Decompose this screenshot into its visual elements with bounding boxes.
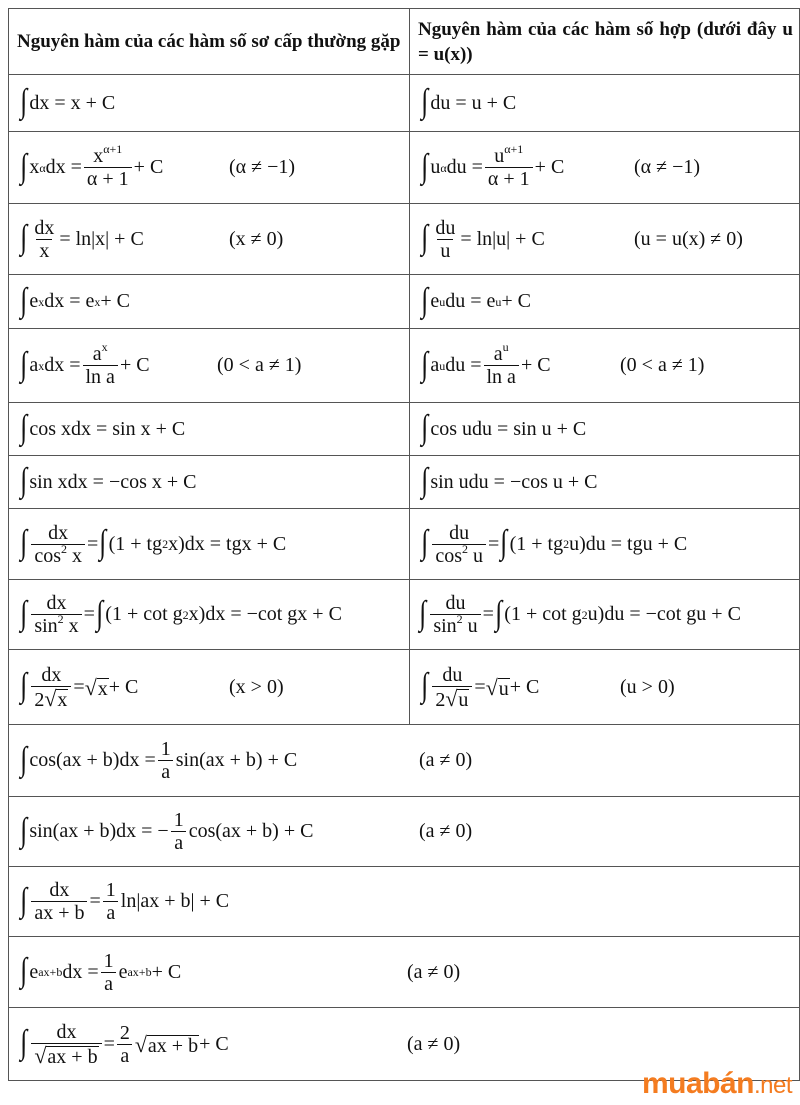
formula-right: ∫ sin udu = −cos u + C — [410, 456, 800, 509]
formula-right: ∫ du = u + C — [410, 75, 800, 132]
formula-left: ∫ $\frac{dx}{\cos^2 x}$ = ∫ (1 + tg 2 x)dx = tgx + C — [9, 509, 410, 580]
table-row — [9, 580, 800, 650]
table-header-row — [9, 9, 800, 75]
integral-table — [8, 8, 800, 1081]
table-row — [9, 867, 800, 937]
formula-wide: ∫ cos(ax + b)dx = $\frac{1}{a}$ sin(ax + b) + C (a ≠ 0) — [9, 725, 800, 797]
condition: (a ≠ 0) — [419, 820, 473, 842]
condition: (0 < a ≠ 1) — [620, 354, 705, 376]
formula-right: ∫ $\frac{du}{\sin^2 u}$ = ∫ (1 + cot g 2 u)du = −cot gu + C — [410, 580, 800, 650]
formula-right: ∫ u α du = $\frac{u^{\alpha+1}}{\alpha + 1}$ + C (α ≠ −1) — [410, 132, 800, 204]
table-row — [9, 456, 800, 509]
table-row — [9, 509, 800, 580]
formula-right: ∫ $\frac{du}{u}$ = ln|u| + C (u = u(x) ≠ 0) — [410, 204, 800, 275]
formula-wide: ∫ dx √ ax + b = $\frac{2}{a}$ √ ax + b + C (a ≠ 0) — [9, 1008, 800, 1081]
watermark-tld: .net — [753, 1072, 792, 1099]
formula-left: ∫ dx = x + C — [9, 75, 410, 132]
formula-left: ∫ cos xdx = sin x + C — [9, 403, 410, 456]
formula-left: ∫ $\frac{dx}{\sin^2 x}$ = ∫ (1 + cot g 2 x)dx = −cot gx + C — [9, 580, 410, 650]
formula-right: ∫ $\frac{du}{\cos^2 u}$ = ∫ (1 + tg 2 u)du = tgu + C — [410, 509, 800, 580]
condition: (x > 0) — [229, 675, 284, 698]
table-row — [9, 650, 800, 725]
formula-left: ∫ a x dx = $\frac{a^x}{\text{ln a}}$ + C (0 < a ≠ 1) — [9, 329, 410, 403]
table-row — [9, 403, 800, 456]
formula-right: ∫ a u du = $\frac{a^u}{\text{ln a}}$ + C (0 < a ≠ 1) — [410, 329, 800, 403]
condition: (0 < a ≠ 1) — [217, 354, 302, 376]
formula-right: ∫ cos udu = sin u + C — [410, 403, 800, 456]
formula-left: ∫ $\frac{dx}{x}$ = ln|x| + C (x ≠ 0) — [9, 204, 410, 275]
condition: (a ≠ 0) — [407, 960, 461, 983]
table-row — [9, 204, 800, 275]
condition: (α ≠ −1) — [229, 156, 296, 178]
table-row — [9, 329, 800, 403]
formula-right: ∫ du 2 √ u = √ u + C (u > 0) — [410, 650, 800, 725]
header-elementary: Nguyên hàm của các hàm số sơ cấp thường gặp — [9, 9, 410, 75]
formula-left: ∫ x α dx = $\frac{x^{\alpha+1}}{\alpha + 1}$ + C (α ≠ −1) — [9, 132, 410, 204]
site-watermark — [642, 1067, 792, 1101]
formula-right: ∫ e u du = e u + C — [410, 275, 800, 329]
table-row — [9, 937, 800, 1008]
table-row — [9, 75, 800, 132]
table-row — [9, 132, 800, 204]
formula-left: ∫ e x dx = e x + C — [9, 275, 410, 329]
formula-wide: ∫ sin(ax + b)dx = − $\frac{1}{a}$ cos(ax + b) + C (a ≠ 0) — [9, 797, 800, 867]
formula-wide: ∫ e ax+b dx = $\frac{1}{a}$ e ax+b + C (a ≠ 0) — [9, 937, 800, 1008]
table-row — [9, 797, 800, 867]
formula-wide: ∫ $\frac{dx}{ax + b}$ = $\frac{1}{a}$ ln|ax + b| + C — [9, 867, 800, 937]
header-composite: Nguyên hàm của các hàm số hợp (dưới đây u = u(x)) — [410, 9, 800, 75]
table-row — [9, 275, 800, 329]
condition: (α ≠ −1) — [634, 156, 701, 178]
condition: (u > 0) — [620, 675, 675, 698]
condition: (u = u(x) ≠ 0) — [634, 227, 743, 250]
table-row — [9, 725, 800, 797]
formula-left: ∫ sin xdx = −cos x + C — [9, 456, 410, 509]
formula-left: ∫ dx 2 √ x = √ x + C (x > 0) — [9, 650, 410, 725]
watermark-brand: muabán — [641, 1067, 754, 1100]
condition: (x ≠ 0) — [229, 227, 284, 250]
condition: (a ≠ 0) — [419, 749, 473, 771]
condition: (a ≠ 0) — [407, 1032, 461, 1055]
